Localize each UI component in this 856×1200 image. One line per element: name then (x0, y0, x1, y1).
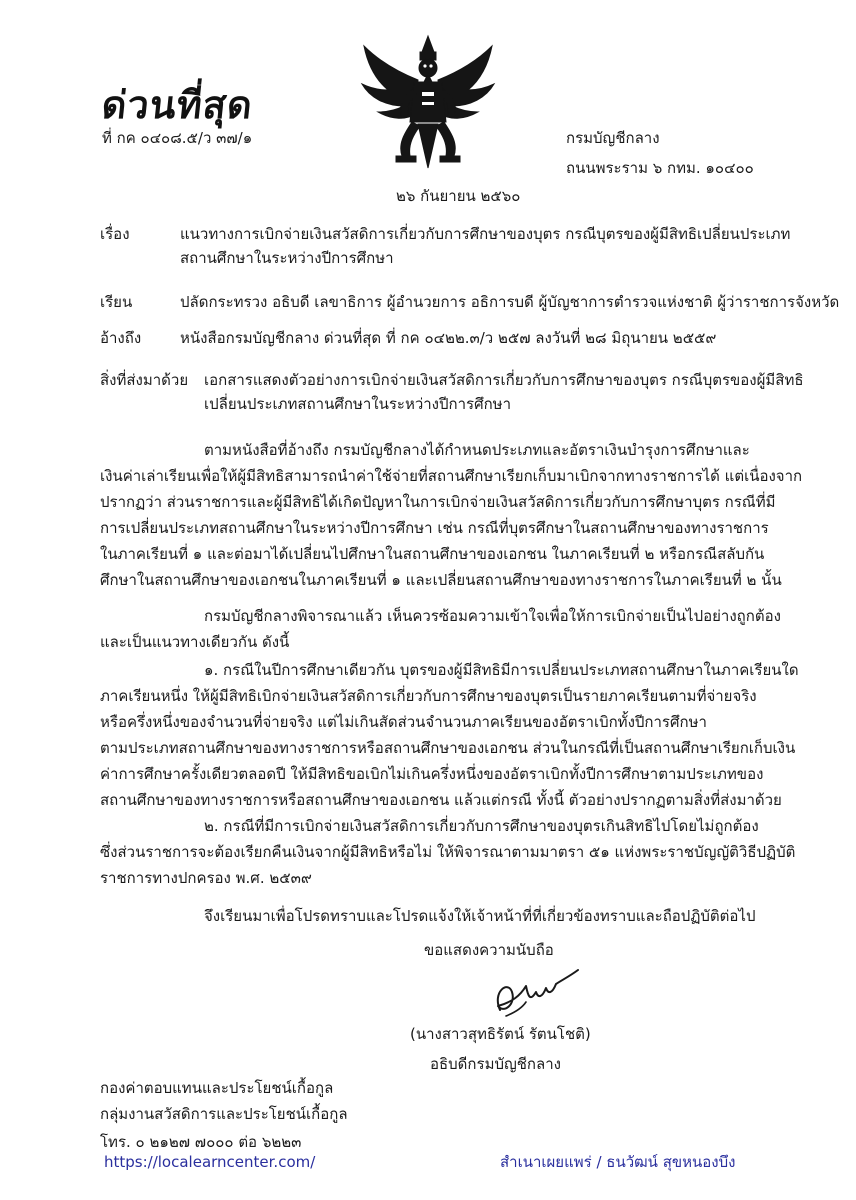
item1-line: ๑. กรณีในปีการศึกษาเดียวกัน บุตรของผู้มีสิทธิมีการเปลี่ยนประเภทสถานศึกษาในภาคเรียนใด (204, 661, 799, 679)
enclosure-label: สิ่งที่ส่งมาด้วย (100, 371, 189, 389)
para1-line: ศึกษาในสถานศึกษาของเอกชนในภาคเรียนที่ ๑ และเปลี่ยนสถานศึกษาของทางราชการในภาคเรียนที่ ๒ นั้น (100, 571, 782, 589)
salutation: ขอแสดงความนับถือ (424, 941, 554, 959)
addressee-label: เรียน (100, 293, 133, 311)
footer-division: กองค่าตอบแทนและประโยชน์เกื้อกูล (100, 1079, 334, 1097)
document-number: ที่ กค ๐๔๐๘.๕/ว ๓๗/๑ (102, 129, 253, 147)
item1-line: ภาคเรียนหนึ่ง ให้ผู้มีสิทธิเบิกจ่ายเงินสวัสดิการเกี่ยวกับการศึกษาของบุตรเป็นรายภาคเรียนตามที่จ่ายจริง (100, 687, 757, 705)
enclosure-line-2: เปลี่ยนประเภทสถานศึกษาในระหว่างปีการศึกษา (204, 395, 511, 413)
para2-line: และเป็นแนวทางเดียวกัน ดังนี้ (100, 633, 290, 651)
website-link[interactable]: https://localearncenter.com/ (104, 1153, 316, 1171)
item1-line: สถานศึกษาของทางราชการหรือสถานศึกษาของเอกชน แล้วแต่กรณี ทั้งนี้ ตัวอย่างปรากฏตามสิ่งที่ส่งมาด้วย (100, 791, 782, 809)
footer-group: กลุ่มงานสวัสดิการและประโยชน์เกื้อกูล (100, 1105, 348, 1123)
urgent-stamp: ด่วนที่สุด (99, 82, 256, 127)
para1-line: เงินค่าเล่าเรียนเพื่อให้ผู้มีสิทธิสามารถนำค่าใช้จ่ายที่สถานศึกษาเรียกเก็บมาเบิกจากทางราชการได้ แต่เนื่องจาก (100, 467, 803, 485)
agency-address: ถนนพระราม ๖ กทม. ๑๐๔๐๐ (566, 159, 754, 177)
addressee-text: ปลัดกระทรวง อธิบดี เลขาธิการ ผู้อำนวยการ อธิการบดี ผู้บัญชาการตำรวจแห่งชาติ ผู้ว่าราชการจังหวัด (180, 293, 840, 311)
closing-text: จึงเรียนมาเพื่อโปรดทราบและโปรดแจ้งให้เจ้าหน้าที่ที่เกี่ยวข้องทราบและถือปฏิบัติต่อไป (204, 907, 756, 925)
document-date: ๒๖ กันยายน ๒๕๖๐ (396, 187, 521, 205)
para1-line: ปรากฏว่า ส่วนราชการและผู้มีสิทธิได้เกิดปัญหาในการเบิกจ่ายเงินสวัสดิการเกี่ยวกับการศึกษาบุตร กรณีที่มี (100, 493, 776, 511)
reference-text: หนังสือกรมบัญชีกลาง ด่วนที่สุด ที่ กค ๐๔๒๒.๓/ว ๒๕๗ ลงวันที่ ๒๘ มิถุนายน ๒๕๕๙ (180, 329, 717, 347)
signer-name: (นางสาวสุทธิรัตน์ รัตนโชติ) (410, 1025, 591, 1043)
item2-line: ราชการทางปกครอง พ.ศ. ๒๕๓๙ (100, 869, 312, 887)
item1-line: ตามประเภทสถานศึกษาของทางราชการหรือสถานศึกษาของเอกชน ส่วนในกรณีที่เป็นสถานศึกษาเรียกเก็บเงิน (100, 739, 796, 757)
para1-line: ในภาคเรียนที่ ๑ และต่อมาได้เปลี่ยนไปศึกษาในสถานศึกษาของเอกชน ในภาคเรียนที่ ๒ หรือกรณีสลับกัน (100, 545, 765, 563)
item1-line: หรือครึ่งหนึ่งของจำนวนที่จ่ายจริง แต่ไม่เกินสัดส่วนจำนวนภาคเรียนของอัตราเบิกทั้งปีการศึกษา (100, 713, 707, 731)
subject-line-2: สถานศึกษาในระหว่างปีการศึกษา (180, 249, 394, 267)
reference-label: อ้างถึง (100, 329, 142, 347)
garuda-emblem (358, 32, 498, 182)
signer-title: อธิบดีกรมบัญชีกลาง (430, 1055, 561, 1073)
subject-label: เรื่อง (100, 225, 130, 243)
para1-line: ตามหนังสือที่อ้างถึง กรมบัญชีกลางได้กำหนดประเภทและอัตราเงินบำรุงการศึกษาและ (204, 441, 750, 459)
subject-line-1: แนวทางการเบิกจ่ายเงินสวัสดิการเกี่ยวกับการศึกษาของบุตร กรณีบุตรของผู้มีสิทธิเปลี่ยนประเภท (180, 225, 791, 243)
handwritten-signature (486, 962, 582, 1022)
item2-line: ๒. กรณีที่มีการเบิกจ่ายเงินสวัสดิการเกี่ยวกับการศึกษาของบุตรเกินสิทธิไปโดยไม่ถูกต้อง (204, 817, 759, 835)
issuing-agency: กรมบัญชีกลาง (566, 129, 660, 147)
para1-line: การเปลี่ยนประเภทสถานศึกษาในระหว่างปีการศึกษา เช่น กรณีที่บุตรศึกษาในสถานศึกษาของทางราชการ (100, 519, 769, 537)
enclosure-line-1: เอกสารแสดงตัวอย่างการเบิกจ่ายเงินสวัสดิการเกี่ยวกับการศึกษาของบุตร กรณีบุตรของผู้มีสิทธิ (204, 371, 804, 389)
para2-line: กรมบัญชีกลางพิจารณาแล้ว เห็นควรซ้อมความเข้าใจเพื่อให้การเบิกจ่ายเป็นไปอย่างถูกต้อง (204, 607, 781, 625)
footer-phone: โทร. ๐ ๒๑๒๗ ๗๐๐๐ ต่อ ๖๒๒๓ (100, 1133, 302, 1151)
credit-text: สำเนาเผยแพร่ / ธนวัฒน์ สุขหนองบึง (500, 1153, 736, 1171)
item2-line: ซึ่งส่วนราชการจะต้องเรียกคืนเงินจากผู้มีสิทธิหรือไม่ ให้พิจารณาตามมาตรา ๕๑ แห่งพระราชบัญญัติวิธีปฏิบัติ (100, 843, 796, 861)
item1-line: ค่าการศึกษาครั้งเดียวตลอดปี ให้มีสิทธิขอเบิกไม่เกินครึ่งหนึ่งของอัตราเบิกทั้งปีการศึกษาตามประเภทของ (100, 765, 764, 783)
